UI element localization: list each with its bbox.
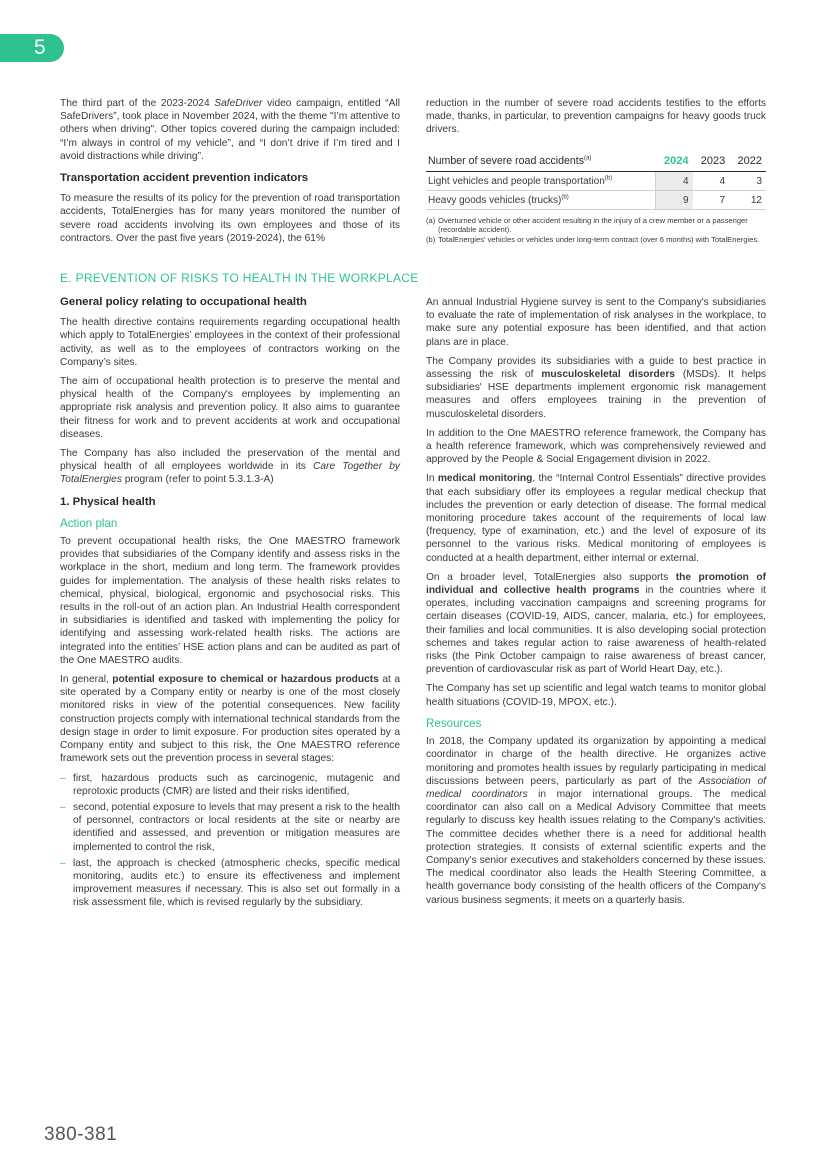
year-2022: 2022 xyxy=(729,152,766,172)
row-label: Light vehicles and people transportation$^{(b)}$ xyxy=(426,171,656,190)
year-2023: 2023 xyxy=(693,152,730,172)
physical-health-heading: 1. Physical health xyxy=(60,495,156,508)
cell-2022: 12 xyxy=(729,191,766,210)
general-paragraph-1: The health directive contains requirements regarding occupational health which apply to TotalEnergies’ employees in the context of their professional activity, as well as to the employees of contractors working on the Company’s sites. xyxy=(60,317,400,368)
year-2024: 2024 xyxy=(656,152,693,172)
reduction-paragraph: reduction in the number of severe road accidents testifies to the efforts made, thanks, in particular, to prevention campaigns for heavy goods truck drivers. xyxy=(426,98,766,136)
action-paragraph-1: To prevent occupational health risks, the One MAESTRO framework provides that subsidiaries of the Company identify and assess risks in the workplace in the short, medium and long term. The framework provides guides for implementation. The analysis of these health risks relates to chemical, physical, biological, ergonomic and psychosocial risks. This results in the roll-out of an action plan. An Industrial Health correspondent in subsidiaries is identified and tasked with implementing the policy for identifying and assessing work-related health risks. The actions are integrated into the entities’ HSE action plans and can be audited as part of the One MAESTRO audits. xyxy=(60,536,400,666)
road-accidents-table xyxy=(426,152,766,211)
general-paragraph-3: The Company has also included the preservation of the mental and physical health of all employees worldwide in its Care Together by TotalEnergies program (refer to point 5.3.1.3-A) xyxy=(60,448,401,486)
hygiene-survey-paragraph: An annual Industrial Hygiene survey is sent to the Company's subsidiaries to evaluate the rate of implementation of risk analyses in the workplace, to make sure any potential exposure has been identified, and that action plans are in place. xyxy=(426,297,766,348)
list-item: – second, potential exposure to levels that may present a risk to the health of personnel, contractors or local residents at the site or nearby are identified and assessed, and prevention or mitigation measures are implemented to control the risk, xyxy=(60,801,400,854)
msd-paragraph: The Company provides its subsidiaries with a guide to best practice in assessing the risk of musculoskeletal disorders (MSDs). It helps subsidiaries' HSE departments implement ergonomic risk management measures and offers employees training in the prevention of musculoskeletal disorders. xyxy=(426,355,767,420)
action-plan-heading: Action plan xyxy=(60,516,118,530)
chapter-tab: 5 xyxy=(0,34,64,62)
prevention-stages-list xyxy=(60,772,400,910)
action-paragraph-2: In general, potential exposure to chemical or hazardous products at a site operated by a Company entity or nearby is one of the most closely monitored risks in view of the potential consequences. New facility construction projects comply with international technical standards from the design stage in order to limit exposure. For production sites operated by a Company entity and subject to this risk, the One MAESTRO reference framework sets out the prevention process in several stages: xyxy=(60,674,400,765)
health-column-right xyxy=(426,296,766,913)
cell-2024: 9 xyxy=(656,191,693,210)
intro-column-right xyxy=(426,97,766,245)
safedriver-paragraph: The third part of the 2023-2024 SafeDriver video campaign, entitled “All SafeDrivers”, took place in November 2024, with the theme "I’m attentive to others when driving". Other topics covered during the campaign included: “I’m always in control of my vehicle”, and “I don’t drive if I’m tired and I avoid distractions while driving”. xyxy=(60,98,400,162)
footnote: (b) TotalEnergies' vehicles or vehicles under long-term contract (over 6 months) with TotalEnergies. xyxy=(426,235,760,245)
table-row xyxy=(426,171,766,190)
list-item: – first, hazardous products such as carcinogenic, mutagenic and reprotoxic products (CMR) are listed and their risks identified, xyxy=(60,772,400,798)
transport-indicators-heading: Transportation accident prevention indicators xyxy=(60,172,309,185)
cell-2022: 3 xyxy=(729,171,766,190)
table-footnotes xyxy=(426,216,766,244)
cell-2024: 4 xyxy=(656,171,693,190)
cell-2023: 7 xyxy=(693,191,730,210)
health-column-left xyxy=(60,296,400,913)
medical-monitoring-paragraph: In medical monitoring, the “Internal Control Essentials” directive provides that each subsidiary offer its employees a regular medical checkup that includes the prevention or early detection of disease. The formal medical monitoring procedure takes account of the requirements of local law (frequency, type of examination, etc.) and the level of exposure of its personnel to the various risks. Medical monitoring of employees is conducted at a health department, either internal or external. xyxy=(426,473,766,564)
intro-column-left xyxy=(60,97,400,251)
table-row xyxy=(426,191,766,210)
page-number: 380-381 xyxy=(44,1124,118,1145)
section-e-title: E. PREVENTION OF RISKS TO HEALTH IN THE WORKPLACE xyxy=(60,271,419,285)
table-header-label: Number of severe road accidents$^{(a)}$ xyxy=(426,152,656,172)
resources-paragraph: In 2018, the Company updated its organization by appointing a medical coordinator in charge of the health directive. He organizes active monitoring and promotes health issues by regularly participating in medical discussions between peers, particularly as part of the Association of medical coordinators in major international groups. The medical coordinator can also call on a Medical Advisory Committee that meets regularly to discuss key health issues relating to the Company's activities. The committee decides whether there is a need for additional health protection strategies. It consists of external scientific experts and the Company's senior executives and stakeholders concerned by these issues. The medical coordinator also leads the Health Steering Committee, a health governance body consisting of the health officers of the Company's various business segments; it meets on a quarterly basis. xyxy=(426,736,767,906)
health-framework-paragraph: In addition to the One MAESTRO reference framework, the Company has a health reference framework, which was comprehensively reviewed and approved by the People & Social Engagement division in 2022. xyxy=(426,427,766,466)
cell-2023: 4 xyxy=(693,171,730,190)
general-policy-heading: General policy relating to occupational health xyxy=(60,296,307,308)
resources-heading: Resources xyxy=(426,716,482,730)
list-item: – last, the approach is checked (atmospheric checks, specific medical monitoring, audits etc.) to ensure its effectiveness and implement improvement measures if necessary. This is also set out formally in a risk assessment file, which is revised regularly by the subsidiary. xyxy=(60,857,400,910)
row-label: Heavy goods vehicles (trucks)$^{(b)}$ xyxy=(426,191,656,210)
general-paragraph-2: The aim of occupational health protection is to preserve the mental and physical health of the Company's employees by implementing an appropriate risk analysis and prevention policy. It also aims to guarantee their fitness for work and to prevent accidents at work and occupational diseases. xyxy=(60,376,400,440)
health-programs-paragraph: On a broader level, TotalEnergies also supports the promotion of individual and collective health programs in the countries where it operates, including vaccination campaigns and screening programs for certain diseases (COVID-19, AIDS, cancer, malaria, etc.) for employees, their families and local communities. It is also developing social protection schemes and takes regular action to raise awareness of health-related risks (the Pink October campaign to raise awareness of breast cancer, prevention of cardiovascular risk as part of World Heart Day, etc.). xyxy=(426,571,767,676)
footnote: (a) Overturned vehicle or other accident resulting in the injury of a crew member or a passenger (recordable accident). xyxy=(426,216,748,235)
watch-teams-paragraph: The Company has set up scientific and legal watch teams to monitor global health situations (COVID-19, MPOX, etc.). xyxy=(426,683,766,708)
transport-indicators-paragraph: To measure the results of its policy for the prevention of road transportation accidents, TotalEnergies has for many years monitored the number of severe road accidents involving its own employees and those of its contractors. Over the past five years (2019-2024), the 61% xyxy=(60,193,400,244)
table-header-row xyxy=(426,152,766,172)
